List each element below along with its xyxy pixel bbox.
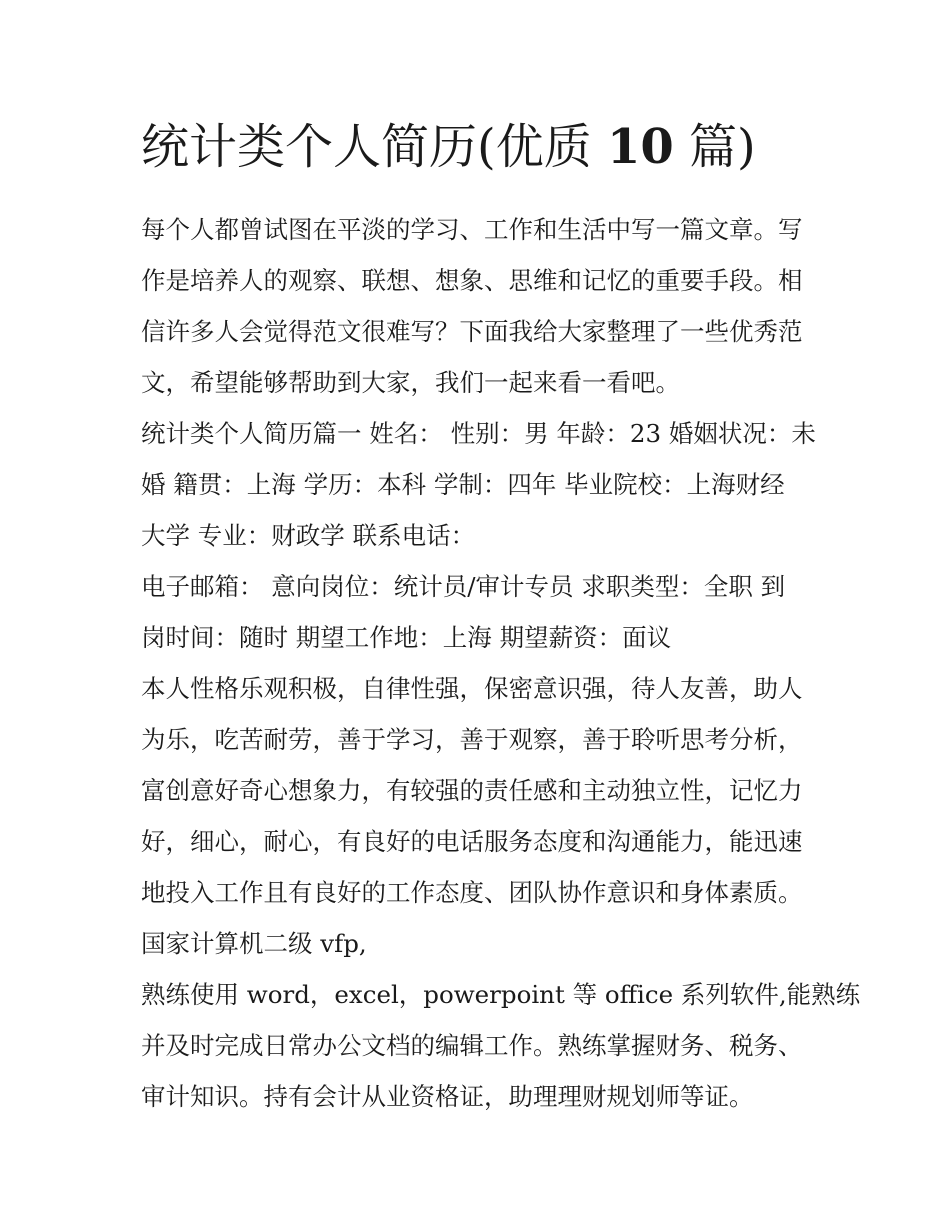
text-line: 文，希望能够帮助到大家，我们一起来看一看吧。 [141, 368, 680, 397]
text-line: 婚 籍贯：上海 学历：本科 学制：四年 毕业院校：上海财经 [141, 470, 785, 499]
document-body [141, 112, 861, 1122]
text-line: 每个人都曾试图在平淡的学习、工作和生活中写一篇文章。写 [141, 215, 803, 244]
text-line: 审计知识。持有会计从业资格证，助理理财规划师等证。 [141, 1082, 754, 1111]
text-line: 统计类个人简历篇一 姓名： 性别：男 年龄：23 婚姻状况：未 [141, 419, 816, 448]
text-line: 熟练使用 word，excel，powerpoint 等 office 系列软件,能熟练 [141, 980, 861, 1009]
title-suffix: 篇) [673, 119, 756, 175]
title-number: 10 [607, 119, 674, 175]
text-line: 富创意好奇心想象力，有较强的责任感和主动独立性，记忆力 [141, 776, 803, 805]
text-line: 并及时完成日常办公文档的编辑工作。熟练掌握财务、税务、 [141, 1031, 803, 1060]
text-line: 电子邮箱： 意向岗位：统计员/审计专员 求职类型：全职 到 [141, 572, 786, 601]
text-line: 本人性格乐观积极，自律性强，保密意识强，待人友善，助人 [141, 674, 803, 703]
text-line: 岗时间：随时 期望工作地：上海 期望薪资：面议 [141, 623, 672, 652]
text-line: 国家计算机二级 vfp, [141, 929, 367, 958]
text-line: 信许多人会觉得范文很难写？下面我给大家整理了一些优秀范 [141, 317, 803, 346]
text-line: 为乐，吃苦耐劳，善于学习，善于观察，善于聆听思考分析， [141, 725, 803, 754]
document-title [141, 112, 813, 182]
text-line: 大学 专业：财政学 联系电话： [141, 521, 476, 550]
text-line: 作是培养人的观察、联想、想象、思维和记忆的重要手段。相 [141, 266, 803, 295]
text-line: 好，细心，耐心，有良好的电话服务态度和沟通能力，能迅速 [141, 827, 803, 856]
title-text: 统计类个人简历(优质 [141, 119, 607, 175]
text-line: 地投入工作且有良好的工作态度、团队协作意识和身体素质。 [141, 878, 803, 907]
